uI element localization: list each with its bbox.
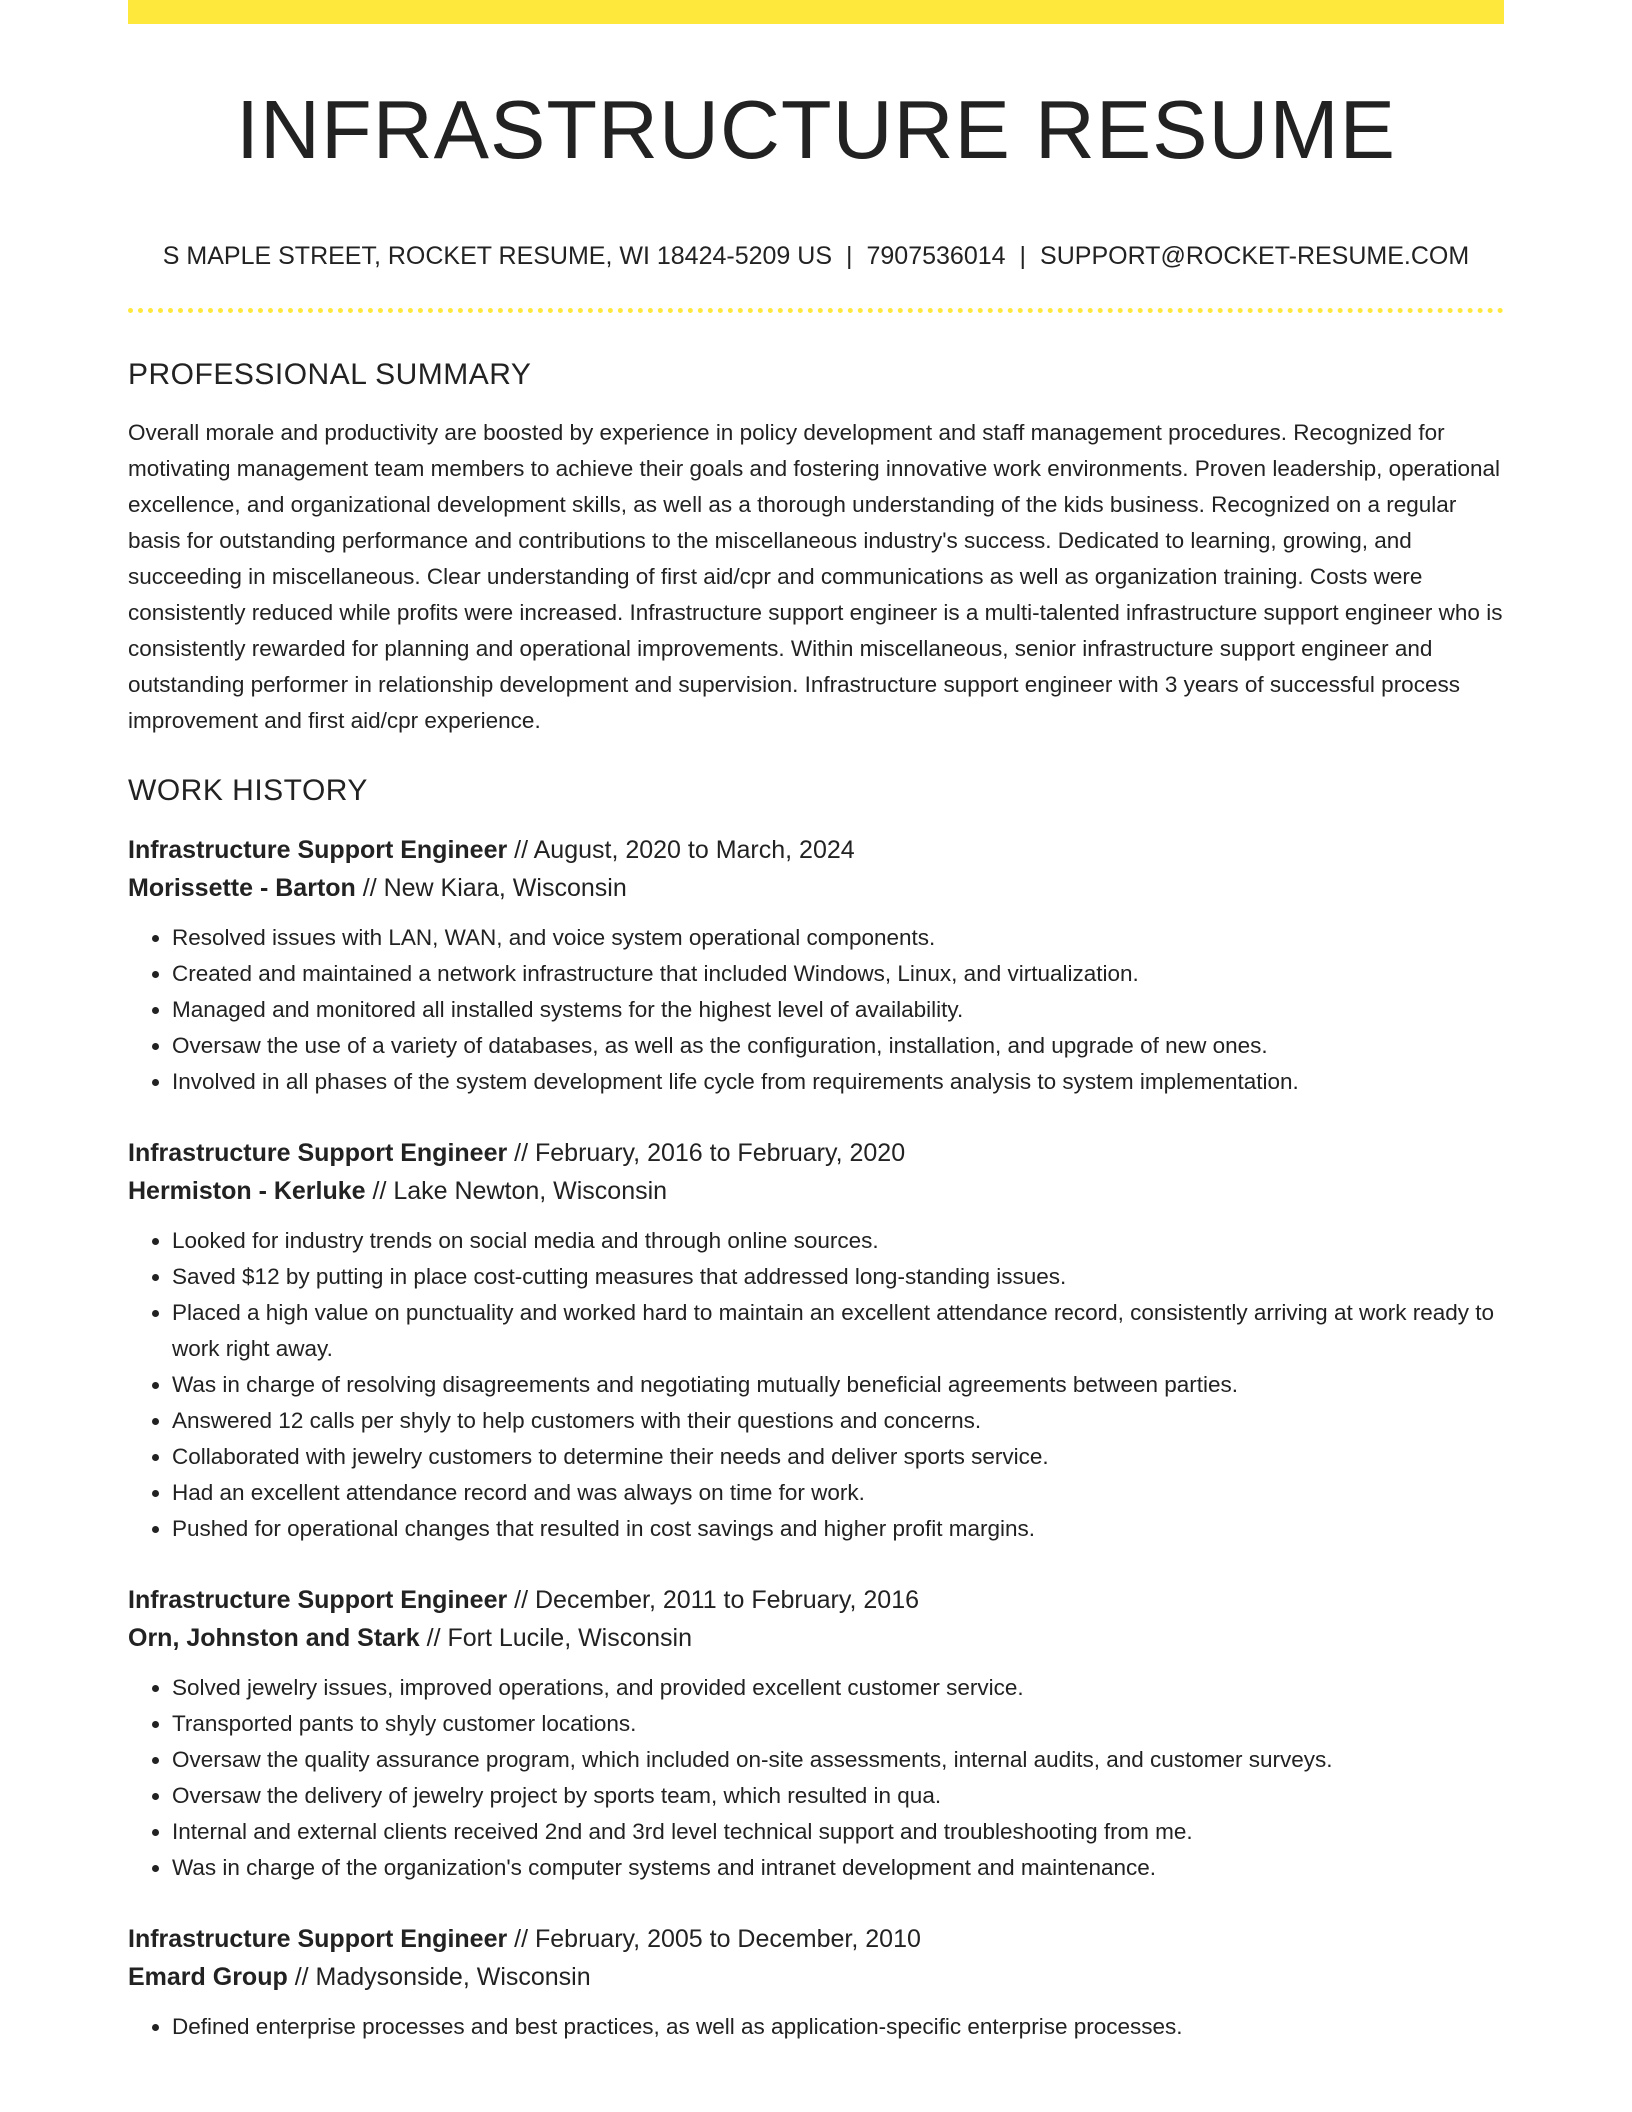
job-entry xyxy=(128,1581,1504,1886)
job-entry xyxy=(128,1134,1504,1547)
job-bullet: • Transported pants to shyly customer locations. xyxy=(172,1706,1504,1742)
job-company: Morissette - Barton xyxy=(128,874,356,902)
job-dates: // December, 2011 to February, 2016 xyxy=(507,1586,920,1614)
job-bullet: • Answered 12 calls per shyly to help customers with their questions and concerns. xyxy=(172,1403,1504,1439)
summary-paragraph: Overall morale and productivity are boosted by experience in policy development and staff management procedures. Recognized for motivating management team members to achieve their goals and fostering innovative work environments. Proven leadership, operational excellence, and organizational development skills, as well as a thorough understanding of the kids business. Recognized on a regular basis for outstanding performance and contributions to the miscellaneous industry's success. Dedicated to learning, growing, and succeeding in miscellaneous. Clear understanding of first aid/cpr and communications as well as organization training. Costs were consistently reduced while profits were increased. Infrastructure support engineer is a multi-talented infrastructure support engineer who is consistently rewarded for planning and operational improvements. Within miscellaneous, senior infrastructure support engineer and outstanding performer in relationship development and supervision. Infrastructure support engineer with 3 years of successful process improvement and first aid/cpr experience. xyxy=(128,420,1503,733)
job-role: Infrastructure Support Engineer xyxy=(128,836,508,864)
job-dates: // August, 2020 to March, 2024 xyxy=(507,836,855,864)
job-bullet: • Oversaw the delivery of jewelry project by sports team, which resulted in qua. xyxy=(172,1778,1504,1814)
job-bullet: • Oversaw the use of a variety of databases, as well as the configuration, installation, and upgrade of new ones. xyxy=(172,1028,1504,1064)
job-location: // New Kiara, Wisconsin xyxy=(355,874,627,902)
job-company: Orn, Johnston and Stark xyxy=(128,1624,420,1652)
job-company-line xyxy=(128,1172,1504,1210)
job-bullet: • Collaborated with jewelry customers to determine their needs and deliver sports service. xyxy=(172,1439,1504,1475)
job-bullet: • Looked for industry trends on social media and through online sources. xyxy=(172,1223,1504,1259)
job-bullet: • Internal and external clients received 2nd and 3rd level technical support and troubleshooting from me. xyxy=(172,1814,1504,1850)
dotted-divider xyxy=(128,308,1504,313)
job-bullets xyxy=(128,920,1504,1100)
job-company: Emard Group xyxy=(128,1963,288,1991)
resume-page xyxy=(128,0,1504,2045)
job-bullet: • Created and maintained a network infrastructure that included Windows, Linux, and virtualization. xyxy=(172,956,1504,992)
job-entry xyxy=(128,1920,1504,2045)
job-title-line xyxy=(128,1134,1504,1172)
job-company-line xyxy=(128,1958,1504,1996)
job-company-line xyxy=(128,1619,1504,1657)
email: SUPPORT@ROCKET-RESUME.COM xyxy=(1040,242,1470,270)
job-dates: // February, 2005 to December, 2010 xyxy=(507,1925,921,1953)
address: S MAPLE STREET, ROCKET RESUME, WI 18424-5209 US xyxy=(162,242,832,270)
phone: 7907536014 xyxy=(866,242,1006,270)
job-role: Infrastructure Support Engineer xyxy=(128,1139,508,1167)
job-bullet: • Was in charge of the organization's computer systems and intranet development and maintenance. xyxy=(172,1850,1504,1886)
accent-top-bar xyxy=(128,0,1504,24)
job-title-line xyxy=(128,831,1504,869)
job-bullet: • Saved $12 by putting in place cost-cutting measures that addressed long-standing issues. xyxy=(172,1259,1504,1295)
job-location: // Madysonside, Wisconsin xyxy=(287,1963,591,1991)
summary-heading: PROFESSIONAL SUMMARY xyxy=(128,358,532,391)
job-bullets xyxy=(128,1670,1504,1886)
job-title-line xyxy=(128,1581,1504,1619)
job-entry xyxy=(128,831,1504,1100)
job-bullet: • Resolved issues with LAN, WAN, and voice system operational components. xyxy=(172,920,1504,956)
job-bullet: • Defined enterprise processes and best practices, as well as application-specific enterprise processes. xyxy=(172,2009,1504,2045)
job-role: Infrastructure Support Engineer xyxy=(128,1925,508,1953)
resume-title: INFRASTRUCTURE RESUME xyxy=(236,83,1396,176)
job-bullet: • Oversaw the quality assurance program, which included on-site assessments, internal audits, and customer surveys. xyxy=(172,1742,1504,1778)
job-company-line xyxy=(128,869,1504,907)
job-company: Hermiston - Kerluke xyxy=(128,1177,366,1205)
job-bullet: • Managed and monitored all installed systems for the highest level of availability. xyxy=(172,992,1504,1028)
work-history-heading: WORK HISTORY xyxy=(128,774,368,807)
job-bullet: • Solved jewelry issues, improved operations, and provided excellent customer service. xyxy=(172,1670,1504,1706)
job-bullet: • Was in charge of resolving disagreements and negotiating mutually beneficial agreements between parties. xyxy=(172,1367,1504,1403)
job-bullet: • Involved in all phases of the system development life cycle from requirements analysis to system implementation. xyxy=(172,1064,1504,1100)
job-dates: // February, 2016 to February, 2020 xyxy=(507,1139,906,1167)
job-bullets xyxy=(128,2009,1504,2045)
job-bullet: • Placed a high value on punctuality and worked hard to maintain an excellent attendance record, consistently arriving at work ready to work right away. xyxy=(172,1295,1504,1367)
contact-separator: | xyxy=(846,242,853,270)
job-location: // Lake Newton, Wisconsin xyxy=(365,1177,668,1205)
job-title-line xyxy=(128,1920,1504,1958)
job-location: // Fort Lucile, Wisconsin xyxy=(419,1624,693,1652)
contact-line xyxy=(128,240,1504,272)
contact-separator: | xyxy=(1019,242,1027,270)
job-bullets xyxy=(128,1223,1504,1547)
job-bullet: • Had an excellent attendance record and was always on time for work. xyxy=(172,1475,1504,1511)
job-bullet: • Pushed for operational changes that resulted in cost savings and higher profit margins. xyxy=(172,1511,1504,1547)
job-role: Infrastructure Support Engineer xyxy=(128,1586,508,1614)
